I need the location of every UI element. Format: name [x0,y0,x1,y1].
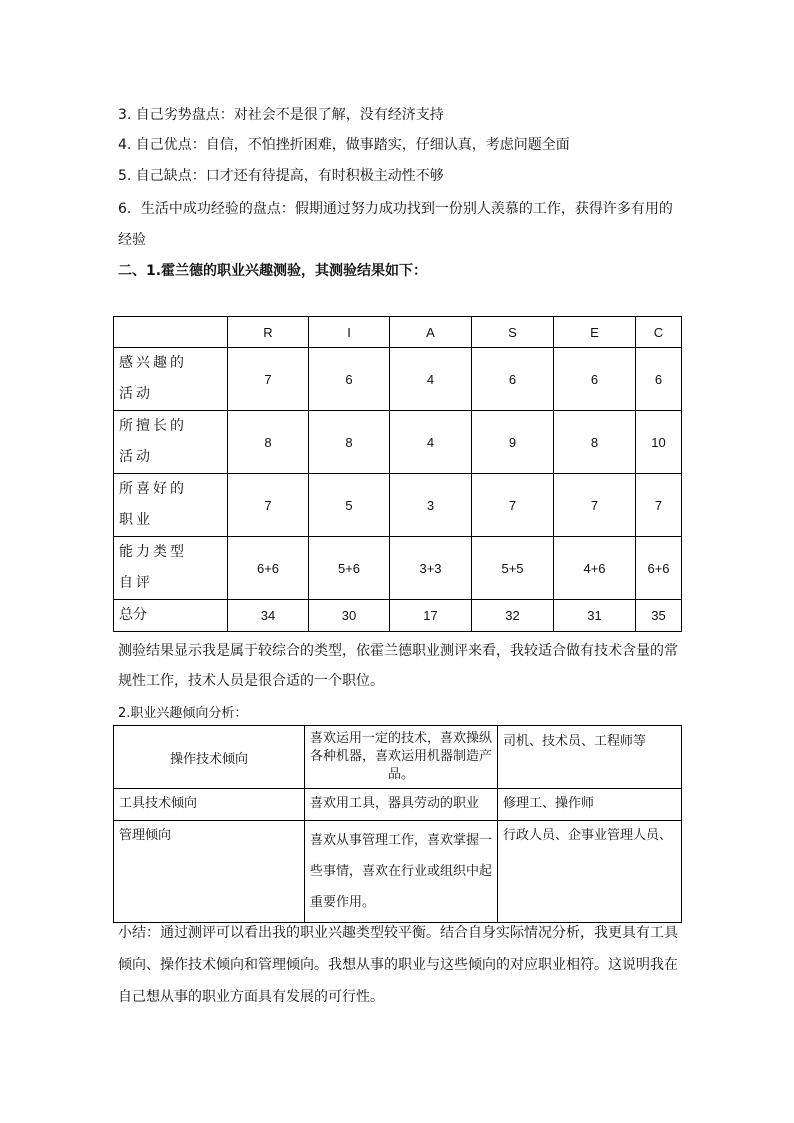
row-label: 能力类型 自评 [114,537,228,600]
text-line: 6．生活中成功经验的盘点：假期通过努力成功找到一份别人羡慕的工作，获得许多有用的 [118,201,673,217]
result-text: 测验结果显示我是属于较综合的类型，依霍兰德职业测评来看，我较适合做有技术含量的常 [118,643,678,659]
header-cell: I [309,317,390,348]
desc-cell: 喜欢从事管理工作，喜欢掌握一些事情，喜欢在行业或组织中起重要作用。 [305,821,498,923]
table-row [114,411,682,474]
analysis-heading: 2.职业兴趣倾向分析： [118,706,248,721]
table-cell: 5+5 [472,537,554,600]
tendency-table [113,725,682,923]
table-header-row [114,317,682,348]
jobs-cell: 司机、技术员、工程师等 [498,726,682,789]
tendency-cell: 工具技术倾向 [114,789,305,821]
table-cell: 6 [636,348,682,411]
table-cell: 34 [228,600,309,632]
table-cell: 4 [390,348,472,411]
section-heading: 二、1.霍兰德的职业兴趣测验，其测验结果如下： [118,263,428,279]
table-cell: 7 [472,474,554,537]
table-cell: 32 [472,600,554,632]
table-cell: 7 [228,348,309,411]
header-cell [114,317,228,348]
table-cell: 6+6 [636,537,682,600]
table-cell: 30 [309,600,390,632]
header-cell: S [472,317,554,348]
table-cell: 6 [309,348,390,411]
table-cell: 6+6 [228,537,309,600]
tendency-cell: 管理倾向 [114,821,305,923]
table-cell: 3 [390,474,472,537]
table-row [114,537,682,600]
table-cell: 6 [472,348,554,411]
table-cell: 9 [472,411,554,474]
table-row [114,821,682,923]
desc-cell: 喜欢运用一定的技术，喜欢操纵各种机器，喜欢运用机器制造产品。 [305,726,498,789]
table-cell: 3+3 [390,537,472,600]
jobs-cell: 行政人员、企事业管理人员、 [498,821,682,923]
table-cell: 10 [636,411,682,474]
table-cell: 4 [390,411,472,474]
result-text: 规性工作，技术人员是很合适的一个职位。 [118,673,384,689]
row-label: 总分 [114,600,228,632]
table-cell: 7 [554,474,636,537]
table-cell: 8 [554,411,636,474]
holland-result-table [113,316,682,632]
text-line: 4. 自己优点：自信，不怕挫折困难，做事踏实，仔细认真，考虑问题全面 [118,137,570,153]
tendency-cell: 操作技术倾向 [114,726,305,789]
table-cell: 7 [636,474,682,537]
table-row [114,789,682,821]
table-row [114,348,682,411]
jobs-cell: 修理工、操作师 [498,789,682,821]
table-cell: 5 [309,474,390,537]
table-cell: 17 [390,600,472,632]
row-label: 所喜好的 职业 [114,474,228,537]
table-cell: 5+6 [309,537,390,600]
table-cell: 31 [554,600,636,632]
header-cell: A [390,317,472,348]
table-cell: 8 [228,411,309,474]
header-cell: C [636,317,682,348]
table-cell: 7 [228,474,309,537]
table-row [114,474,682,537]
table-cell: 35 [636,600,682,632]
desc-cell: 喜欢用工具，器具劳动的职业 [305,789,498,821]
text-line: 5. 自己缺点：口才还有待提高，有时积极主动性不够 [118,168,444,184]
text-line: 3. 自己劣势盘点：对社会不是很了解，没有经济支持 [118,107,444,123]
table-row-total [114,600,682,632]
row-label: 所擅长的 活动 [114,411,228,474]
summary-line: 小结：通过测评可以看出我的职业兴趣类型较平衡。结合自身实际情况分析，我更具有工具 [118,925,678,941]
row-label: 感兴趣的 活动 [114,348,228,411]
table-row [114,726,682,789]
header-cell: R [228,317,309,348]
header-cell: E [554,317,636,348]
table-cell: 8 [309,411,390,474]
summary-line: 倾向、操作技术倾向和管理倾向。我想从事的职业与这些倾向的对应职业相符。这说明我在 [118,957,678,973]
summary-line: 自己想从事的职业方面具有发展的可行性。 [118,989,384,1005]
table-cell: 6 [554,348,636,411]
table-cell: 4+6 [554,537,636,600]
text-line: 经验 [118,232,146,248]
